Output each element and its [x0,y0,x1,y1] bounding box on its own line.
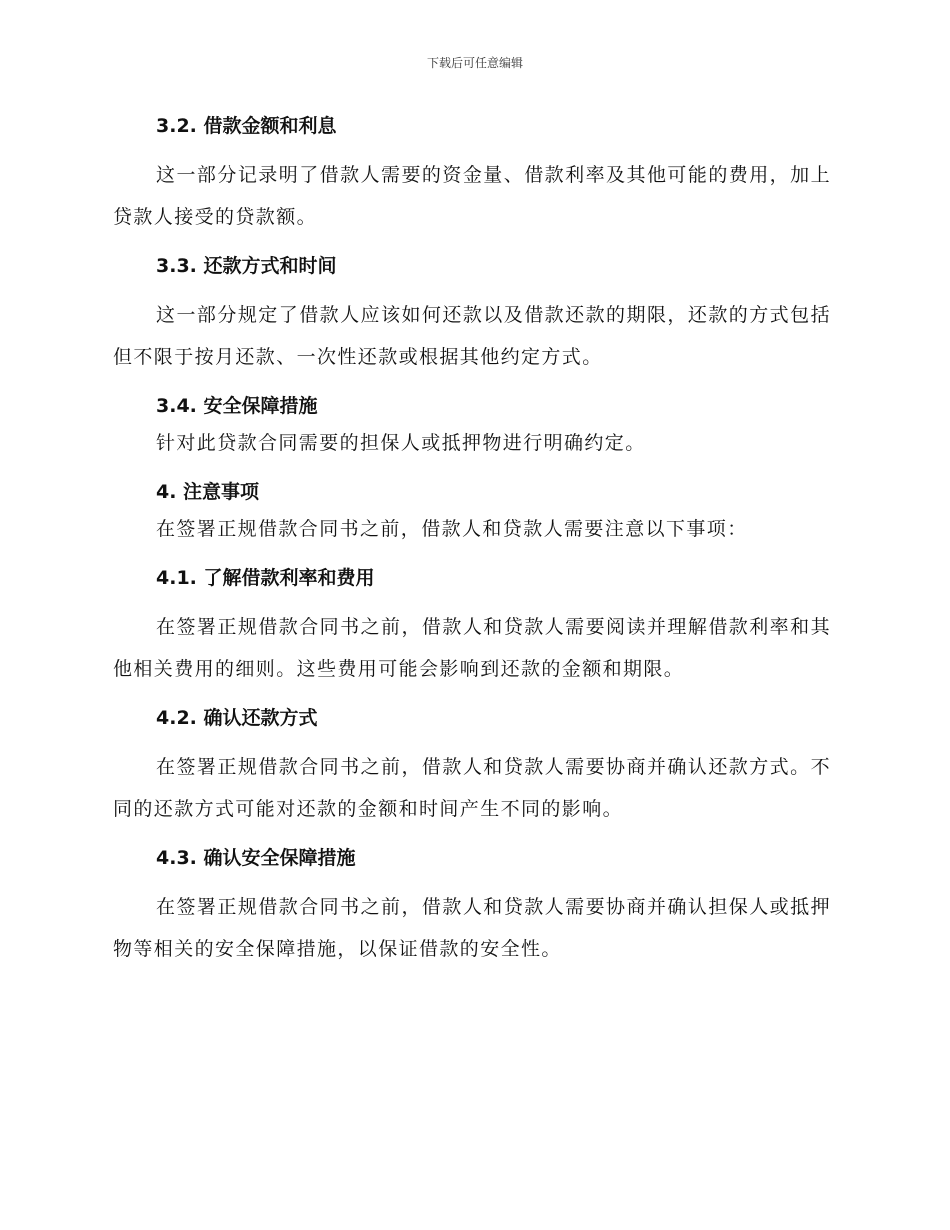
section-heading-4-3: 4.3. 确认安全保障措施 [156,847,356,869]
section-body-4-2: 在签署正规借款合同书之前，借款人和贷款人需要协商并确认还款方式。不同的还款方式可能对还款的金额和时间产生不同的影响。 [113,756,831,820]
section-body-4-3: 在签署正规借款合同书之前，借款人和贷款人需要协商并确认担保人或抵押物等相关的安全保障措施，以保证借款的安全性。 [113,896,831,960]
section-heading-4-2: 4.2. 确认还款方式 [156,707,318,729]
page-header: 下载后可任意编辑 [426,56,523,70]
section-heading-3-4: 3.4. 安全保障措施 [156,395,318,417]
section-heading-4-1: 4.1. 了解借款利率和费用 [156,567,375,589]
section-body-4: 在签署正规借款合同书之前，借款人和贷款人需要注意以下事项： [156,518,748,540]
document-body [113,110,831,970]
section-body-3-4: 针对此贷款合同需要的担保人或抵押物进行明确约定。 [156,432,646,454]
section-heading-4: 4. 注意事项 [156,481,260,503]
section-heading-3-3: 3.3. 还款方式和时间 [156,255,337,277]
section-heading-3-2: 3.2. 借款金额和利息 [156,115,337,137]
section-body-4-1: 在签署正规借款合同书之前，借款人和贷款人需要阅读并理解借款利率和其他相关费用的细则。这些费用可能会影响到还款的金额和期限。 [113,616,831,680]
section-body-3-2: 这一部分记录明了借款人需要的资金量、借款利率及其他可能的费用，加上贷款人接受的贷款额。 [113,164,831,228]
section-body-3-3: 这一部分规定了借款人应该如何还款以及借款还款的期限，还款的方式包括但不限于按月还款、一次性还款或根据其他约定方式。 [113,304,831,368]
